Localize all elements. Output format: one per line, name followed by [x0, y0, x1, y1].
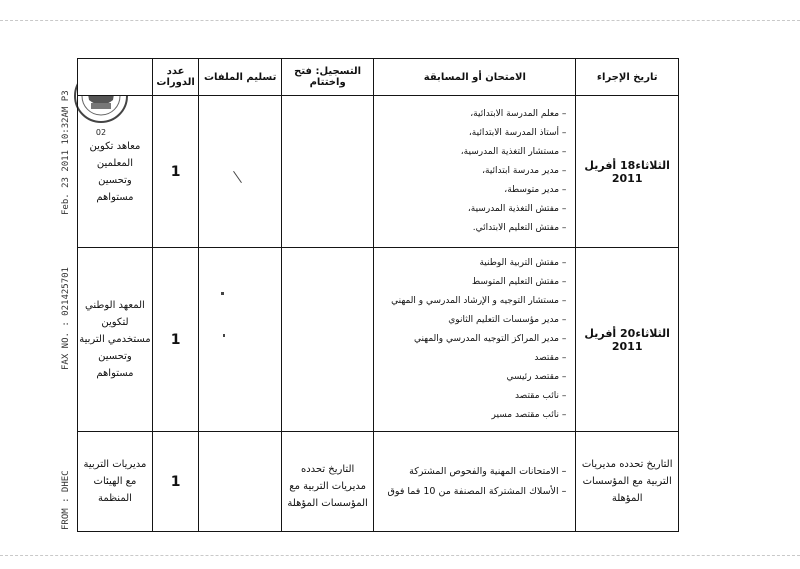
list-item: – مدير المراكز التوجيه المدرسي والمهني: [379, 330, 566, 349]
table-row: [78, 96, 679, 248]
list-item: – مفتش التربية الوطنية: [379, 254, 566, 273]
list-item: – الأسلاك المشتركة المصنفة من 10 فما فوق: [379, 482, 566, 502]
list-item: – مدير مؤسسات التعليم الثانوي: [379, 311, 566, 330]
list-item: – نائب مقتصد: [379, 387, 566, 406]
stamp-number: 02: [95, 128, 107, 137]
pen-mark: [221, 292, 224, 295]
row-exam-list: [374, 248, 576, 432]
list-item: – مقتصد: [379, 349, 566, 368]
header-exam: الامتحان أو المسابقة: [374, 59, 576, 96]
row-registration: [281, 96, 373, 248]
list-item: – مستشار التوجيه و الإرشاد المدرسي و المهني: [379, 292, 566, 311]
row-session-count: 1: [152, 248, 198, 432]
fax-from-text: FROM : DHEC: [61, 470, 71, 530]
table-row: [78, 432, 679, 532]
row-date: التاريخ تحدده مديريات التربية مع المؤسسات المؤهلة: [576, 432, 679, 532]
row-session-count: 1: [152, 96, 198, 248]
row-center: مديريات التربية مع الهيئات المنظمة: [78, 432, 153, 532]
row-file-receipt: [199, 248, 282, 432]
list-item: – أستاذ المدرسة الابتدائية،: [379, 124, 566, 143]
table-header-row: [78, 59, 679, 96]
list-item: – معلم المدرسة الابتدائية،: [379, 105, 566, 124]
row-file-receipt: [199, 432, 282, 532]
row-session-count: 1: [152, 432, 198, 532]
row-exam-list: [374, 96, 576, 248]
row-date: الثلاثاء20 أفريل 2011: [576, 248, 679, 432]
row-exam-list: [374, 432, 576, 532]
exam-schedule-table: [77, 58, 679, 532]
list-item: – مدير مدرسة ابتدائية،: [379, 162, 566, 181]
header-registration: التسجيل: فتح واختتام: [281, 59, 373, 96]
table-row: [78, 248, 679, 432]
fax-date-text: Feb. 23 2011 10:32AM P3: [61, 90, 71, 215]
list-item: – مستشار التغذية المدرسية،: [379, 143, 566, 162]
row-date: الثلاثاء18 أفريل 2011: [576, 96, 679, 248]
header-session-count: عدد الدورات: [152, 59, 198, 96]
list-item: – مفتش التعليم الابتدائي.: [379, 219, 566, 238]
list-item: – مفتش التغذية المدرسية،: [379, 200, 566, 219]
row-center: المعهد الوطني لتكوين مستخدمي التربية وتحسين مستواهم: [78, 248, 153, 432]
pen-mark: [223, 334, 225, 337]
row-center: معاهد تكوين المعلمين وتحسين مستواهم: [78, 96, 153, 248]
header-date: تاريخ الإجراء: [576, 59, 679, 96]
header-center: [78, 59, 153, 96]
list-item: – نائب مقتصد مسير: [379, 406, 566, 425]
scan-edge-bottom: [0, 555, 800, 556]
pen-mark: [233, 171, 242, 183]
fax-number-text: FAX NO. : 021425701: [61, 267, 71, 370]
row-file-receipt: [199, 96, 282, 248]
scan-edge-top: [0, 20, 800, 21]
list-item: – مفتش التعليم المتوسط: [379, 273, 566, 292]
list-item: – مدير متوسطة،: [379, 181, 566, 200]
row-registration: التاريخ تحدده مديريات التربية مع المؤسسات المؤهلة: [281, 432, 373, 532]
header-file-receipt: تسليم الملفات: [199, 59, 282, 96]
list-item: – الامتحانات المهنية والفحوص المشتركة: [379, 462, 566, 482]
row-registration: [281, 248, 373, 432]
list-item: – مقتصد رئيسي: [379, 368, 566, 387]
